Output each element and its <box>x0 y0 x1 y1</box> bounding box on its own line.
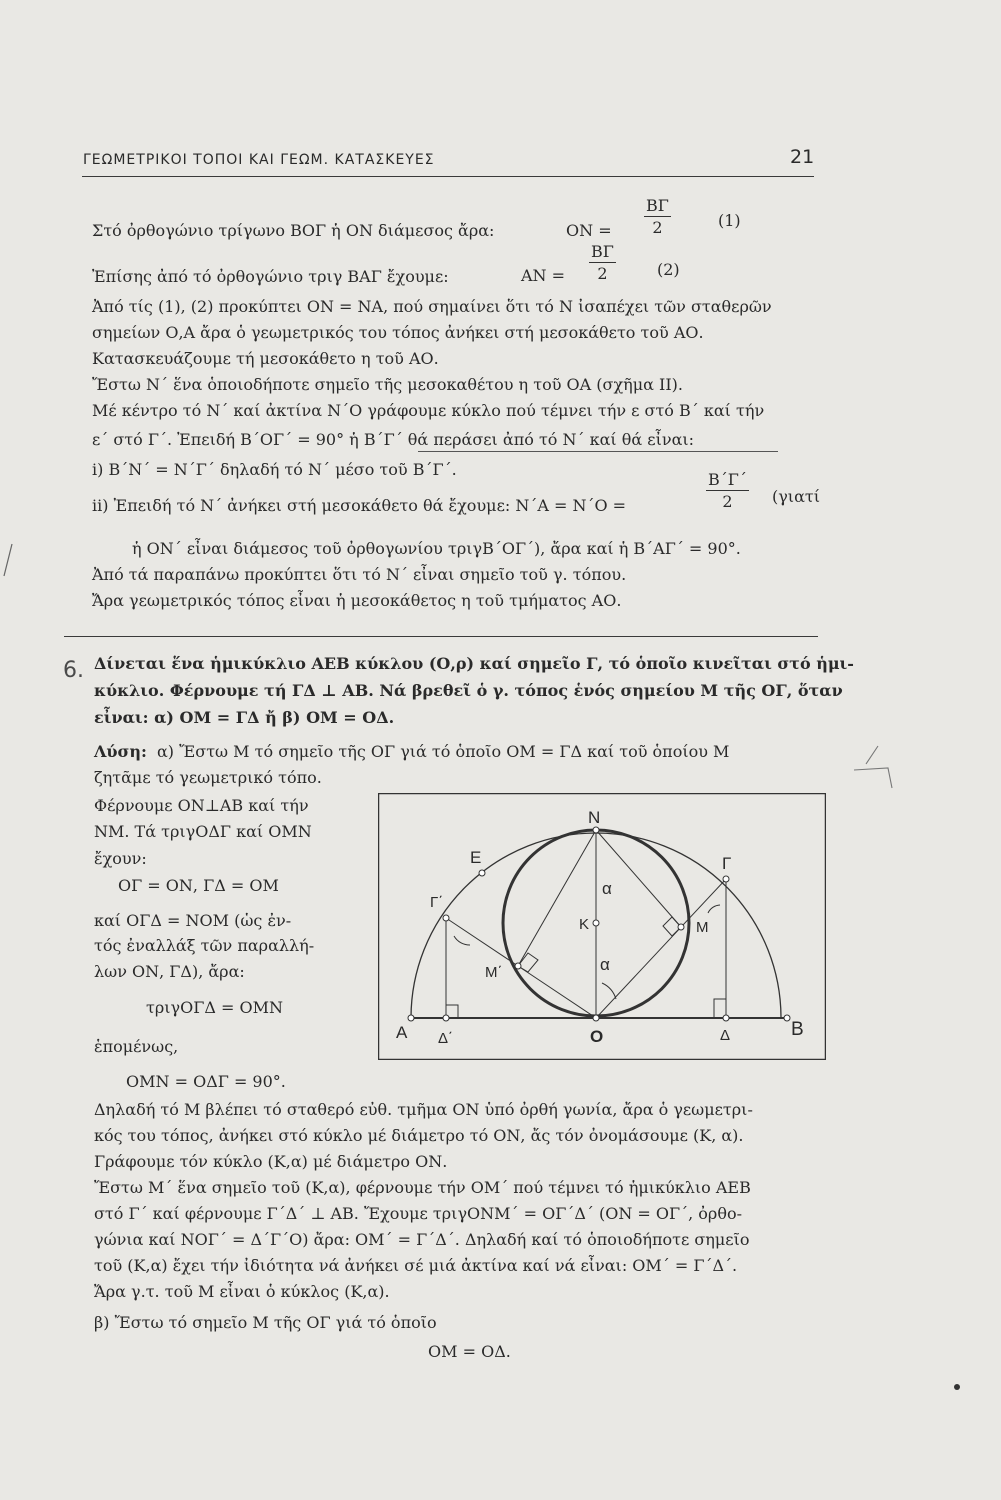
page-number: 21 <box>790 146 815 168</box>
label-d: Δ <box>720 1027 731 1044</box>
section-rule <box>64 636 818 637</box>
solution-line: Φέρνουμε ΟΝ⊥ΑΒ καί τήν <box>94 796 309 815</box>
fraction-numerator: ΒΓ <box>646 196 669 215</box>
text-line: ii) Ἐπειδή τό Ν΄ ἀνήκει στή μεσοκάθετο θά ἔχουμε: Ν΄Α = Ν΄Ο = <box>92 496 627 515</box>
label-m: M <box>696 919 709 936</box>
equation-tag: (1) <box>718 211 741 230</box>
solution-line: κός του τόπος, ἀνήκει στό κύκλο μέ διάμετρο τό ΟΝ, ἄς τόν ὀνομάσουμε (Κ, α). <box>94 1126 744 1145</box>
solution-line: λων ΟΝ, ΓΔ), ἄρα: <box>94 962 245 981</box>
problem-text: εἶναι: α) ΟΜ = ΓΔ ἤ β) ΟΜ = ΟΔ. <box>94 708 395 727</box>
fraction-numerator: Β΄Γ΄ <box>708 470 747 489</box>
fraction-bar <box>706 490 749 491</box>
fraction <box>644 196 671 237</box>
pencil-mark <box>0 540 16 580</box>
angle-arc <box>708 905 720 913</box>
pencil-mark <box>848 742 898 792</box>
angle-arc <box>454 936 470 945</box>
text-line: ἡ ΟΝ΄ εἶναι διάμεσος τοῦ ὀρθογωνίου τριγΒ΄ΟΓ΄), ἄρα καί ἡ Β΄ΑΓ΄ = 90°. <box>132 539 741 558</box>
label-mp: M΄ <box>485 964 503 981</box>
ink-dot <box>954 1384 960 1390</box>
angle-arc <box>602 983 616 999</box>
text-line: ε΄ στό Γ΄. Ἐπειδή Β΄ΟΓ΄ = 90° ἡ Β΄Γ΄ θά περάσει ἀπό τό Ν΄ καί θά εἶναι: <box>92 430 695 449</box>
point-dp <box>443 1015 449 1021</box>
label-k: K <box>579 916 590 933</box>
label-a2: α <box>600 955 610 974</box>
text-line: Ἄρα γεωμετρικός τόπος εἶναι ἡ μεσοκάθετος η τοῦ τμήματος ΑΟ. <box>92 591 622 610</box>
solution-line: Δηλαδή τό Μ βλέπει τό σταθερό εὐθ. τμῆμα ΟΝ ὑπό ὀρθή γωνία, ἄρα ὁ γεωμετρι- <box>94 1100 753 1119</box>
problem-text: κύκλιο. Φέρνουμε τή ΓΔ ⊥ ΑΒ. Νά βρεθεῖ ὁ γ. τόπος ἑνός σημείου Μ τῆς ΟΓ, ὅταν <box>94 681 843 700</box>
running-header: ΓΕΩΜΕΤΡΙΚΟΙ ΤΟΠΟΙ ΚΑΙ ΓΕΩΜ. ΚΑΤΑΣΚΕΥΕΣ <box>83 152 435 168</box>
fraction-bar <box>589 262 616 263</box>
label-o: O <box>590 1027 604 1046</box>
label-gp: Γ΄ <box>430 894 444 911</box>
point-a <box>408 1015 414 1021</box>
solution-label: Λύση: <box>94 742 147 761</box>
text-line: σημείων Ο,Α ἄρα ὁ γεωμετρικός του τόπος ἀνήκει στή μεσοκάθετο τοῦ ΑΟ. <box>92 323 704 342</box>
solution-line: τοῦ (Κ,α) ἔχει τήν ἰδιότητα νά ἀνήκει σέ μιά ἀκτίνα καί νά εἶναι: ΟΜ΄ = Γ΄Δ΄. <box>94 1256 738 1275</box>
text-line: Μέ κέντρο τό Ν΄ καί ἀκτίνα Ν΄Ο γράφουμε κύκλο πού τέμνει τήν ε στό Β΄ καί τήν <box>92 401 765 420</box>
equation-tag: (2) <box>657 260 680 279</box>
point-gp <box>443 915 449 921</box>
label-n: N <box>588 808 601 827</box>
solution-line: Γράφουμε τόν κύκλο (Κ,α) μέ διάμετρο ΟΝ. <box>94 1152 448 1171</box>
solution-line: τριγΟΓΔ = ΟΜΝ <box>146 998 283 1017</box>
equation-left: ΑΝ = <box>521 266 566 285</box>
label-e: E <box>470 848 482 867</box>
text-fragment: (γιατί <box>772 487 821 506</box>
solution-line: Ἄρα γ.τ. τοῦ Μ εἶναι ὁ κύκλος (Κ,α). <box>94 1282 390 1301</box>
right-angle-mark <box>518 953 538 972</box>
fraction-bar <box>644 216 671 217</box>
solution-line: τός ἐναλλάξ τῶν παραλλή- <box>94 936 315 955</box>
solution-line: γώνια καί ΝΟΓ΄ = Δ΄Γ΄Ο) ἄρα: ΟΜ΄ = Γ΄Δ΄. Δηλαδή καί τό ὁποιοδήποτε σημεῖο <box>94 1230 750 1249</box>
point-o <box>593 1015 599 1021</box>
solution-line: καί ΟΓΔ = ΝΟΜ (ὡς ἐν- <box>94 911 292 930</box>
point-m <box>678 924 684 930</box>
solution-line: ἔχουν: <box>94 849 147 868</box>
label-b: B <box>791 1019 804 1040</box>
solution-line: στό Γ΄ καί φέρνουμε Γ΄Δ΄ ⊥ ΑΒ. Ἔχουμε τριγΟΝΜ΄ = ΟΓ΄Δ΄ (ΟΝ = ΟΓ΄, ὀρθο- <box>94 1204 742 1223</box>
solution-line: α) Ἔστω Μ τό σημεῖο τῆς ΟΓ γιά τό ὁποῖο ΟΜ = ΓΔ καί τοῦ ὁποίου Μ <box>157 742 730 761</box>
fraction-denominator: 2 <box>652 218 663 237</box>
problem-text: Δίνεται ἕνα ἡμικύκλιο ΑΕΒ κύκλου (Ο,ρ) καί σημεῖο Γ, τό ὁποῖο κινεῖται στό ἡμι- <box>94 654 854 673</box>
header-rule <box>82 176 814 177</box>
underline <box>418 451 778 452</box>
segment-nmp <box>518 830 596 966</box>
fraction-denominator: 2 <box>722 492 733 511</box>
point-d <box>723 1015 729 1021</box>
solution-line: ζητᾶμε τό γεωμετρικό τόπο. <box>94 768 322 787</box>
fraction <box>589 242 616 283</box>
point-b <box>784 1015 790 1021</box>
label-g: Γ <box>722 854 732 873</box>
solution-line: ΟΓ = ΟΝ, ΓΔ = ΟΜ <box>118 876 279 895</box>
label-a: A <box>396 1023 408 1042</box>
point-g <box>723 876 729 882</box>
solution-line: ἑπομένως, <box>94 1037 179 1056</box>
text-line: Στό ὀρθογώνιο τρίγωνο ΒΟΓ ἡ ΟΝ διάμεσος ἄρα: <box>92 221 495 240</box>
point-e <box>479 870 485 876</box>
text-line: i) Β΄Ν΄ = Ν΄Γ΄ δηλαδή τό Ν΄ μέσο τοῦ Β΄Γ΄. <box>92 460 457 479</box>
point-k <box>593 920 599 926</box>
point-mp <box>515 963 521 969</box>
fraction <box>706 470 749 511</box>
problem-number: 6. <box>63 658 84 683</box>
fraction-denominator: 2 <box>597 264 608 283</box>
geometry-figure <box>378 793 826 1060</box>
solution-line: ΟΜΝ = ΟΔΓ = 90°. <box>126 1072 286 1091</box>
label-dp: Δ΄ <box>438 1030 454 1047</box>
equation-left: ΟΝ = <box>566 221 612 240</box>
text-line: Ἔστω Ν΄ ἕνα ὁποιοδήποτε σημεῖο τῆς μεσοκαθέτου η τοῦ ΟΑ (σχῆμα ΙΙ). <box>92 375 683 394</box>
solution-line: ΝΜ. Τά τριγΟΔΓ καί ΟΜΝ <box>94 822 312 841</box>
label-a1: α <box>602 879 612 898</box>
text-line: Ἀπό τά παραπάνω προκύπτει ὅτι τό Ν΄ εἶναι σημεῖο τοῦ γ. τόπου. <box>92 565 627 584</box>
text-line: Ἐπίσης ἀπό τό ὀρθογώνιο τριγ ΒΑΓ ἔχουμε: <box>92 267 449 286</box>
solution-line: ΟΜ = ΟΔ. <box>428 1342 511 1361</box>
text-line: Κατασκευάζουμε τή μεσοκάθετο η τοῦ ΑΟ. <box>92 349 439 368</box>
point-n <box>593 827 599 833</box>
solution-line: Ἔστω Μ΄ ἕνα σημεῖο τοῦ (Κ,α), φέρνουμε τήν ΟΜ΄ πού τέμνει τό ἡμικύκλιο ΑΕΒ <box>94 1178 751 1197</box>
solution-line: β) Ἔστω τό σημεῖο Μ τῆς ΟΓ γιά τό ὁποῖο <box>94 1313 437 1332</box>
text-line: Ἀπό τίς (1), (2) προκύπτει ΟΝ = ΝΑ, πού σημαίνει ὅτι τό Ν ἰσαπέχει τῶν σταθερῶν <box>92 297 772 316</box>
fraction-numerator: ΒΓ <box>591 242 614 261</box>
